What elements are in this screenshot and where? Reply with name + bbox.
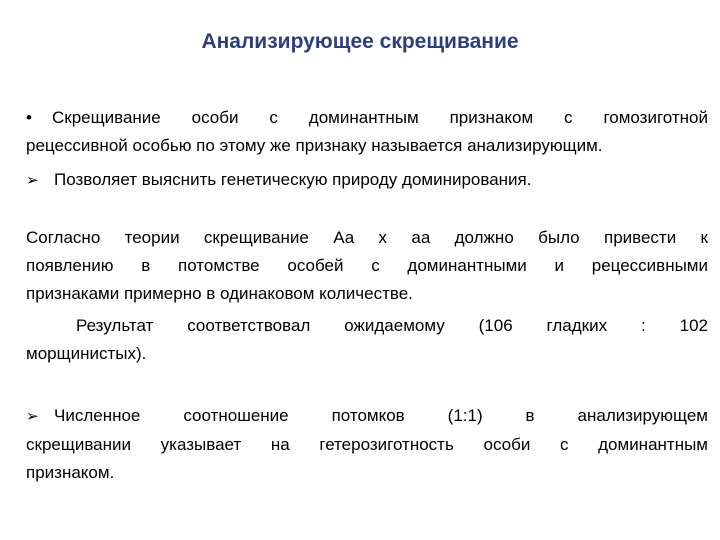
ratio-text-line-1: Численное соотношение потомков (1:1) в анализирующем (54, 406, 708, 425)
arrow-bullet-icon: ➢ (26, 408, 39, 425)
paragraph-line (26, 312, 708, 340)
theory-text-line-1: Согласно теории скрещивание Аа х аа должно было привести к (26, 228, 708, 247)
ratio-text-line-3: признаком. (26, 463, 115, 482)
paragraph-result (26, 312, 708, 368)
page-title: Анализирующее скрещивание (201, 30, 519, 53)
paragraph-definition (26, 104, 708, 160)
definition-text-line-2: рецессивной особью по этому же признаку называется анализирующим. (26, 136, 603, 155)
paragraph-ratio (26, 402, 708, 487)
paragraph-line (26, 104, 708, 132)
result-text-line-2: морщинистых). (26, 344, 147, 363)
arrow-bullet-icon: ➢ (26, 172, 39, 189)
bullet-icon: • (26, 108, 32, 127)
paragraph-line (26, 166, 708, 195)
paragraph-line (26, 402, 708, 431)
theory-text-line-2: появлению в потомстве особей с доминантными и рецессивными (26, 256, 708, 275)
paragraph-purpose (26, 166, 708, 195)
paragraph-theory (26, 224, 708, 308)
purpose-text: Позволяет выяснить генетическую природу доминирования. (54, 170, 532, 189)
theory-text-line-3: признаками примерно в одинаковом количестве. (26, 284, 413, 303)
ratio-text-line-2: скрещивании указывает на гетерозиготность особи с доминантным (26, 435, 708, 454)
definition-text-line-1: Скрещивание особи с доминантным признаком с гомозиготной (52, 108, 708, 127)
result-text-line-1: Результат соответствовал ожидаемому (106 гладких : 102 (76, 316, 708, 335)
